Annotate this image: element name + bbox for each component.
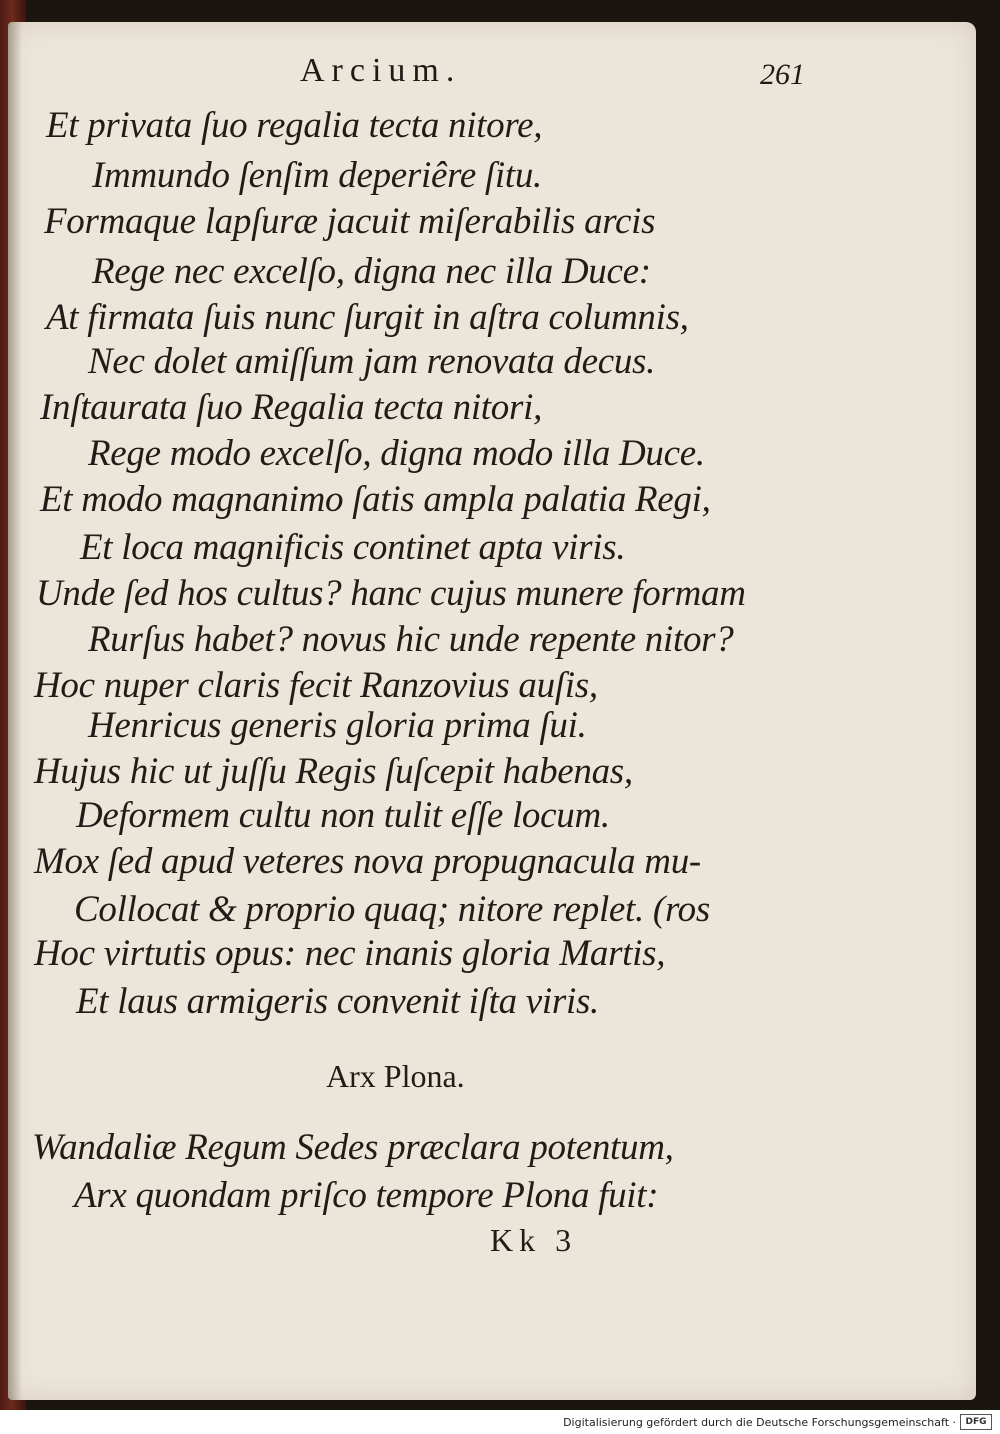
section-heading: Arx Plona.: [326, 1058, 465, 1094]
verse-line: Hoc nuper claris fecit Ranzovius auſis,: [34, 665, 598, 706]
section-verse-line: Wandaliæ Regum Sedes præclara potentum,: [32, 1127, 674, 1168]
verse-line: Formaque lapſuræ jacuit miſerabilis arcis: [44, 201, 656, 242]
footer-credit: Digitalisierung gefördert durch die Deutsche Forschungsgemeinschaft ·: [563, 1416, 956, 1429]
verse-line: Hujus hic ut juſſu Regis ſuſcepit habenas,: [34, 751, 633, 792]
verse-line: Henricus generis gloria prima ſui.: [88, 705, 587, 746]
page-gutter-shadow: [8, 22, 22, 1400]
dfg-logo: DFG: [960, 1414, 992, 1430]
verse-line: Rege modo excelſo, digna modo illa Duce.: [88, 433, 705, 474]
verse-line: Unde ſed hos cultus? hanc cujus munere formam: [36, 573, 746, 614]
verse-line: At firmata ſuis nunc ſurgit in aſtra columnis,: [46, 297, 689, 338]
verse-line: Collocat & proprio quaq; nitore replet. (ros: [74, 889, 710, 930]
verse-line: Nec dolet amiſſum jam renovata decus.: [88, 341, 656, 382]
section-verse-line: Arx quondam priſco tempore Plona fuit:: [74, 1175, 659, 1216]
verse-line: Mox ſed apud veteres nova propugnacula mu-: [34, 841, 701, 882]
verse-line: Inſtaurata ſuo Regalia tecta nitori,: [40, 387, 543, 428]
verse-line: Et modo magnanimo ſatis ampla palatia Regi,: [40, 479, 711, 520]
verse-line: Hoc virtutis opus: nec inanis gloria Martis,: [34, 933, 666, 974]
verse-line: Et laus armigeris convenit iſta viris.: [76, 981, 600, 1022]
running-head: Arcium.: [300, 52, 462, 89]
page-number: 261: [760, 58, 805, 91]
verse-line: Immundo ſenſim deperiêre ſitu.: [92, 155, 542, 196]
verse-line: Rege nec excelſo, digna nec illa Duce:: [92, 251, 651, 292]
verse-line: Rurſus habet? novus hic unde repente nitor?: [88, 619, 734, 660]
verse-line: Deformem cultu non tulit eſſe locum.: [76, 795, 610, 836]
verse-line: Et loca magnificis continet apta viris.: [80, 527, 626, 568]
signature-mark: Kk 3: [490, 1222, 578, 1258]
verse-line: Et privata ſuo regalia tecta nitore,: [46, 105, 543, 146]
